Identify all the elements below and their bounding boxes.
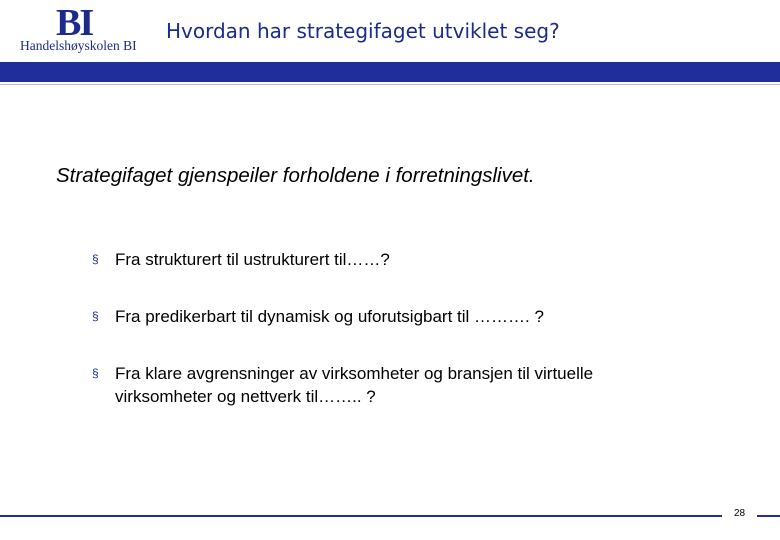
bullet-marker-icon: § xyxy=(92,366,99,380)
bullet-text: Fra predikerbart til dynamisk og uforutsigbart til ………. ? xyxy=(115,307,544,326)
bi-logo xyxy=(18,4,146,56)
slide-subtitle: Strategifaget gjenspeiler forholdene i forretningslivet. xyxy=(56,164,535,187)
page-number: 28 xyxy=(733,508,746,519)
header-band xyxy=(0,62,780,82)
bullet-item xyxy=(92,362,732,408)
footer-divider-right xyxy=(757,515,780,517)
header-divider xyxy=(0,84,780,85)
bullet-marker-icon: § xyxy=(92,252,99,266)
bullet-text: Fra klare avgrensninger av virksomheter og bransjen til virtuelle virksomheter og nettverk til…….. ? xyxy=(115,364,594,406)
bullet-item xyxy=(92,305,732,328)
logo-mark: BI xyxy=(56,2,93,44)
bullet-marker-icon: § xyxy=(92,309,99,323)
bullet-text: Fra strukturert til ustrukturert til……? xyxy=(115,250,390,269)
slide-title: Hvordan har strategifaget utviklet seg? xyxy=(166,19,560,43)
logo-subtitle: Handelshøyskolen BI xyxy=(20,38,137,53)
footer-divider xyxy=(0,515,722,517)
bullet-item xyxy=(92,248,732,271)
